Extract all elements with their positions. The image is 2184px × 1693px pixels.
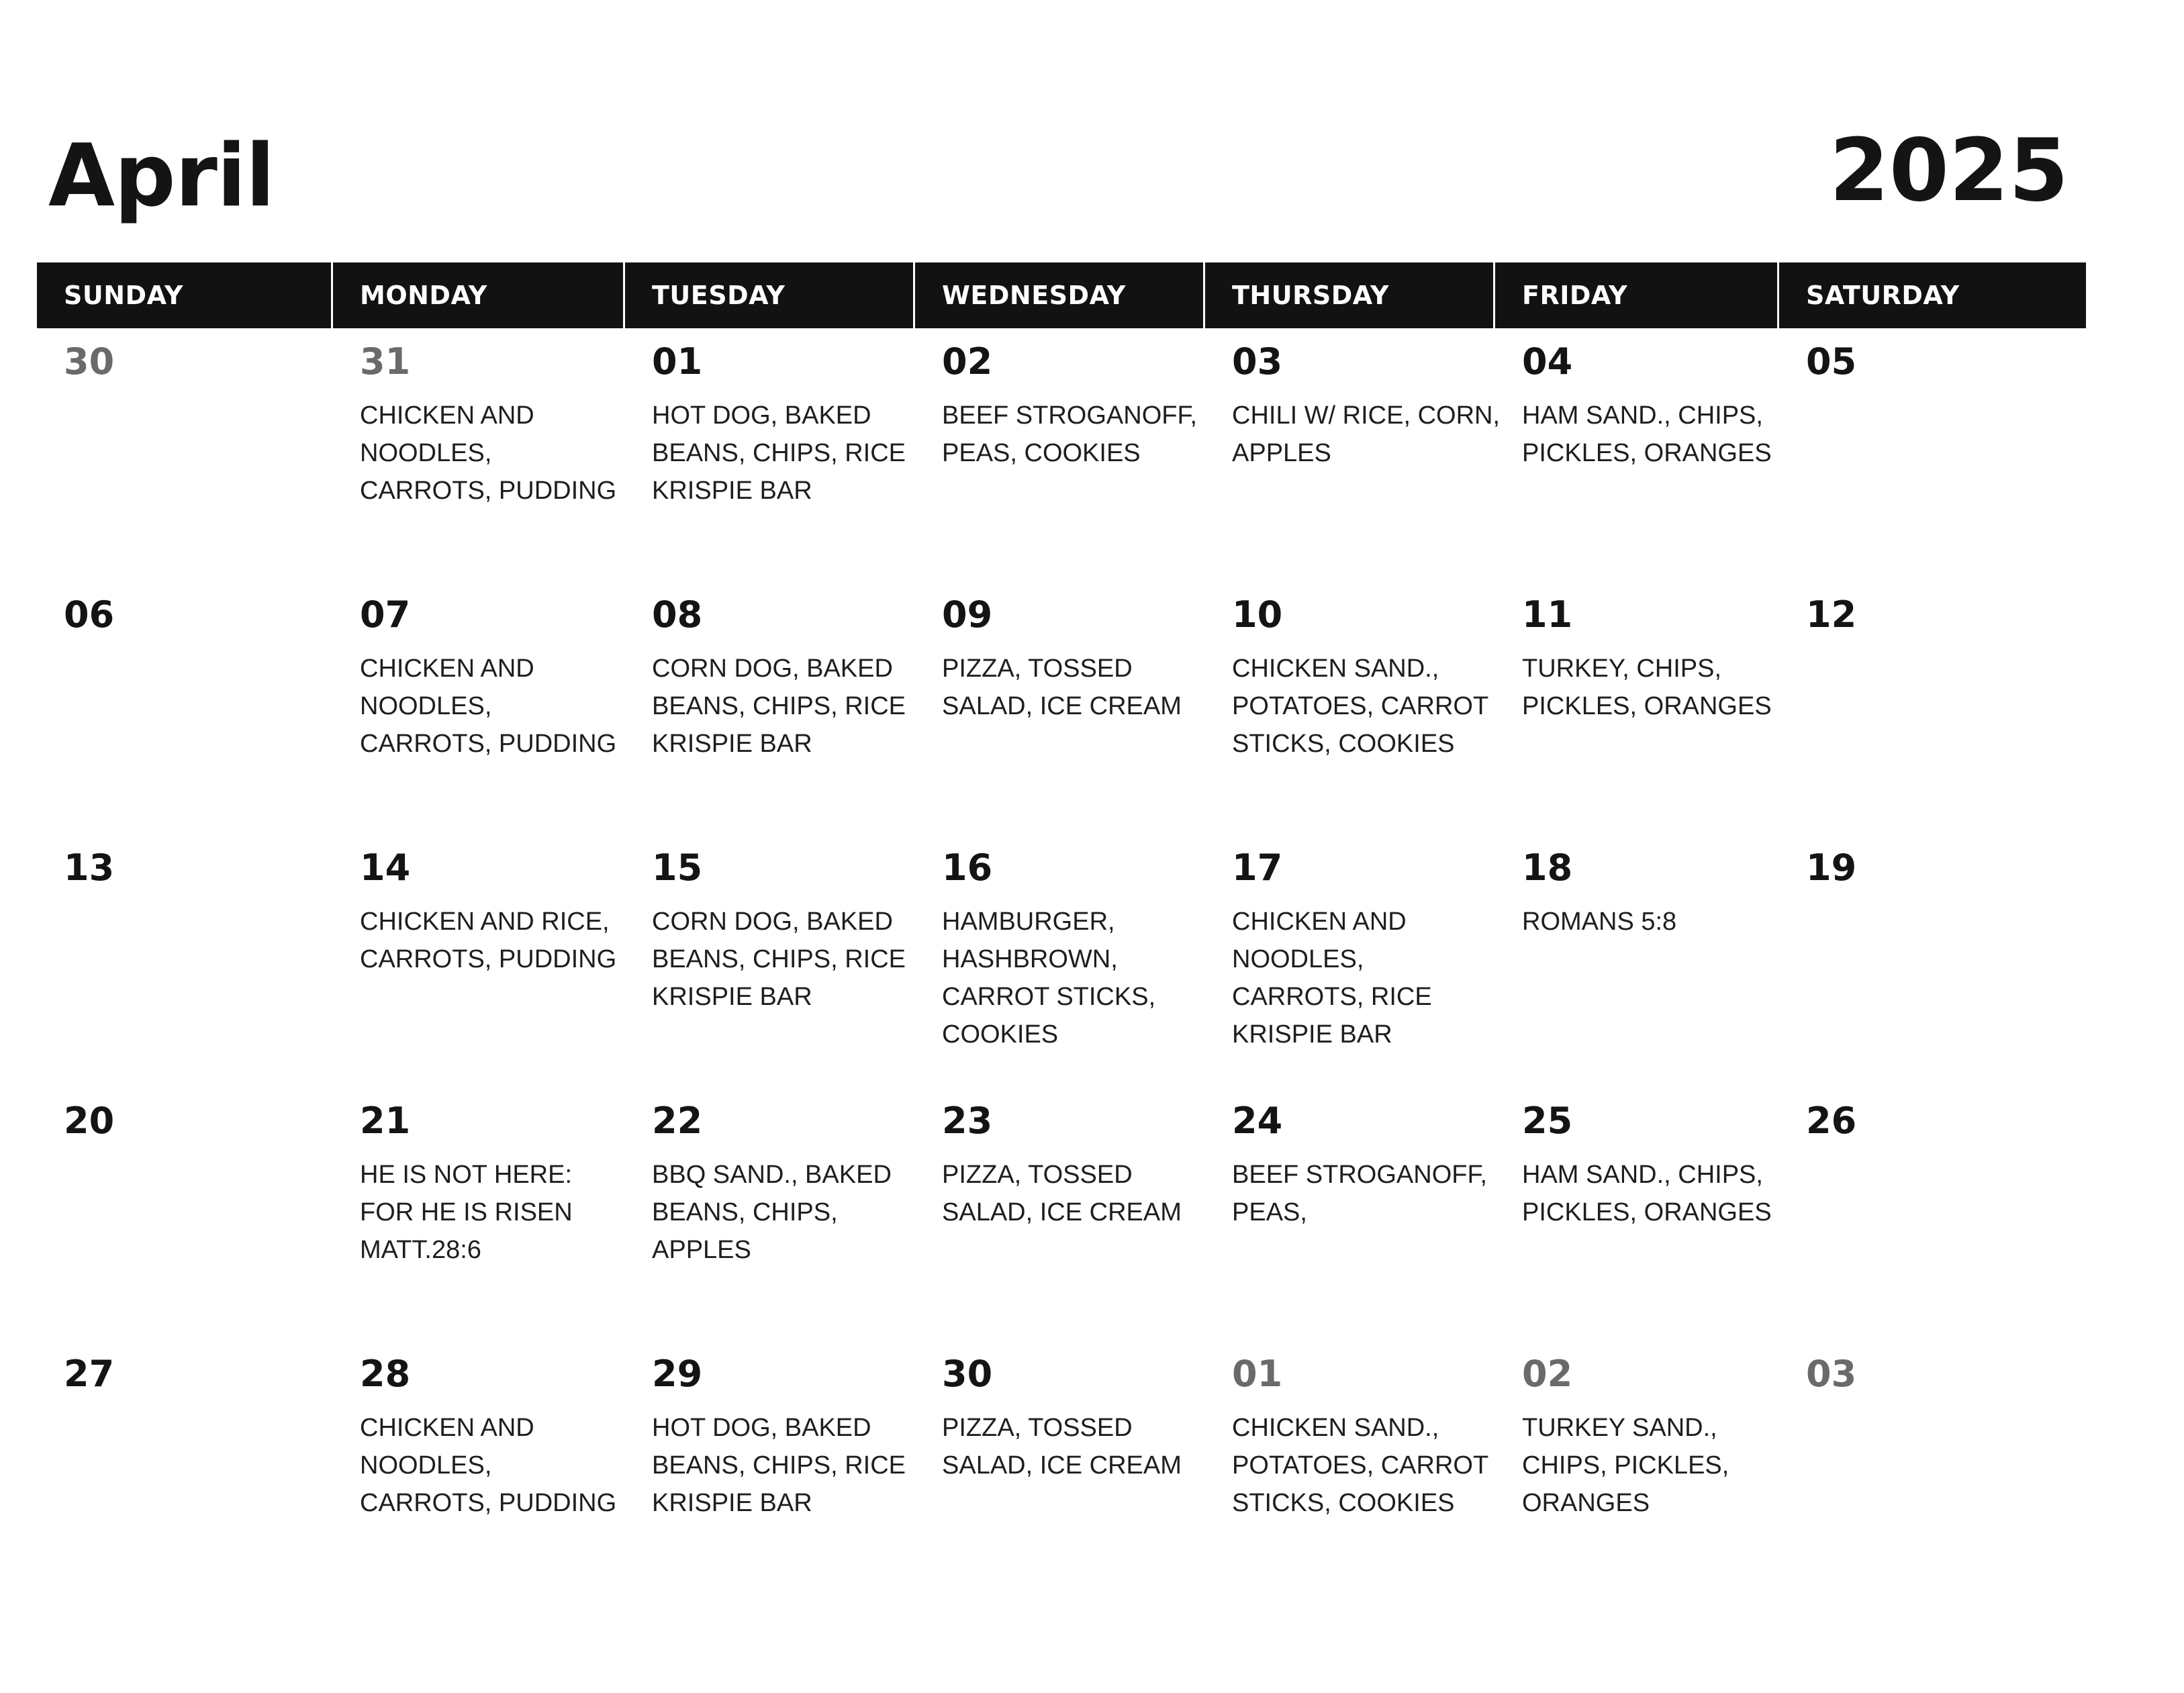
- day-cell-tuesday: [625, 581, 915, 834]
- day-number: 07: [360, 593, 411, 636]
- day-cell-thursday: [1205, 1087, 1495, 1341]
- day-cell-friday: [1495, 581, 1779, 834]
- day-number: 04: [1522, 340, 1573, 383]
- day-number: 06: [64, 593, 115, 636]
- menu-text: BEEF STROGANOFF, PEAS, COOKIES: [942, 401, 1198, 467]
- menu-text: PIZZA, TOSSED SALAD, ICE CREAM: [942, 655, 1182, 720]
- menu-text: CHICKEN SAND., POTATOES, CARROT STICKS, COOKIES: [1232, 655, 1488, 758]
- day-number: 16: [942, 846, 993, 889]
- day-number: 20: [64, 1100, 115, 1142]
- day-cell-sunday: [37, 1087, 333, 1341]
- day-cell-thursday: [1205, 1341, 1495, 1594]
- day-number: 01: [652, 340, 703, 383]
- day-cell-friday: [1495, 328, 1779, 581]
- menu-text: HAM SAND., CHIPS, PICKLES, ORANGES: [1522, 1161, 1772, 1226]
- day-cell-saturday: [1779, 328, 2086, 581]
- day-number: 18: [1522, 846, 1573, 889]
- weekday-header-tuesday: TUESDAY: [625, 262, 915, 328]
- day-number: 11: [1522, 593, 1573, 636]
- day-number: 15: [652, 846, 703, 889]
- day-number: 28: [360, 1353, 411, 1395]
- day-cell-thursday: [1205, 834, 1495, 1087]
- day-number: 02: [1522, 1353, 1573, 1395]
- day-cell-monday: [333, 1341, 625, 1594]
- day-number: 03: [1806, 1353, 1857, 1395]
- menu-text: BBQ SAND., BAKED BEANS, CHIPS, APPLES: [652, 1161, 892, 1264]
- day-cell-sunday: [37, 328, 333, 581]
- menu-text: CHICKEN AND NOODLES, CARROTS, RICE KRISPIE BAR: [1232, 908, 1432, 1049]
- day-cell-monday: [333, 834, 625, 1087]
- weekday-header-saturday: SATURDAY: [1806, 281, 1960, 310]
- menu-text: TURKEY, CHIPS, PICKLES, ORANGES: [1522, 655, 1772, 720]
- menu-text: ROMANS 5:8: [1522, 908, 1677, 936]
- menu-text: HAM SAND., CHIPS, PICKLES, ORANGES: [1522, 401, 1772, 467]
- day-number: 22: [652, 1100, 703, 1142]
- day-cell-saturday: [1779, 834, 2086, 1087]
- day-cell-monday: [333, 328, 625, 581]
- day-cell-sunday: [37, 1341, 333, 1594]
- day-cell-friday: [1495, 834, 1779, 1087]
- calendar-grid: [37, 328, 2086, 1594]
- day-cell-tuesday: [625, 328, 915, 581]
- day-cell-wednesday: [915, 1341, 1205, 1594]
- menu-text: CORN DOG, BAKED BEANS, CHIPS, RICE KRISPIE BAR: [652, 908, 906, 1011]
- menu-text: CHICKEN SAND., POTATOES, CARROT STICKS, COOKIES: [1232, 1414, 1488, 1517]
- day-number: 05: [1806, 340, 1857, 383]
- day-cell-wednesday: [915, 834, 1205, 1087]
- day-number: 10: [1232, 593, 1283, 636]
- menu-text: CORN DOG, BAKED BEANS, CHIPS, RICE KRISPIE BAR: [652, 655, 906, 758]
- day-cell-tuesday: [625, 834, 915, 1087]
- menu-text: HE IS NOT HERE: FOR HE IS RISEN MATT.28:6: [360, 1161, 573, 1264]
- menu-text: PIZZA, TOSSED SALAD, ICE CREAM: [942, 1414, 1182, 1480]
- weekday-header-bar: [37, 262, 2086, 328]
- day-cell-tuesday: [625, 1087, 915, 1341]
- day-number: 19: [1806, 846, 1857, 889]
- day-number: 30: [942, 1353, 993, 1395]
- weekday-header-wednesday: WEDNESDAY: [915, 262, 1205, 328]
- day-cell-thursday: [1205, 328, 1501, 581]
- day-number: 25: [1522, 1100, 1573, 1142]
- day-cell-saturday: [1779, 1341, 2086, 1594]
- menu-text: CHILI W/ RICE, CORN, APPLES: [1232, 401, 1501, 467]
- day-number: 27: [64, 1353, 115, 1395]
- menu-text: CHICKEN AND RICE, CARROTS, PUDDING: [360, 908, 617, 973]
- year-title: 2025: [1829, 121, 2069, 221]
- day-number: 13: [64, 846, 115, 889]
- menu-text: HOT DOG, BAKED BEANS, CHIPS, RICE KRISPIE BAR: [652, 1414, 906, 1517]
- weekday-header-thursday: THURSDAY: [1205, 262, 1495, 328]
- month-title: April: [48, 126, 275, 226]
- day-number: 29: [652, 1353, 703, 1395]
- day-number: 24: [1232, 1100, 1283, 1142]
- day-number: 26: [1806, 1100, 1857, 1142]
- menu-text: CHICKEN AND NOODLES, CARROTS, PUDDING: [360, 655, 617, 758]
- weekday-header-friday: FRIDAY: [1495, 262, 1779, 328]
- day-number: 21: [360, 1100, 411, 1142]
- day-cell-sunday: [37, 834, 333, 1087]
- weekday-header-monday: MONDAY: [333, 262, 625, 328]
- day-number: 03: [1232, 340, 1283, 383]
- day-number: 23: [942, 1100, 993, 1142]
- day-number: 31: [360, 340, 411, 383]
- day-number: 30: [64, 340, 115, 383]
- day-cell-wednesday: [915, 581, 1205, 834]
- day-cell-monday: [333, 1087, 625, 1341]
- menu-text: PIZZA, TOSSED SALAD, ICE CREAM: [942, 1161, 1182, 1226]
- weekday-header-sunday: SUNDAY: [37, 262, 333, 328]
- day-number: 02: [942, 340, 993, 383]
- menu-text: CHICKEN AND NOODLES, CARROTS, PUDDING: [360, 401, 617, 505]
- day-number: 08: [652, 593, 703, 636]
- day-cell-wednesday: [915, 328, 1205, 581]
- day-number: 17: [1232, 846, 1283, 889]
- day-cell-sunday: [37, 581, 333, 834]
- day-number: 01: [1232, 1353, 1283, 1395]
- day-number: 12: [1806, 593, 1857, 636]
- day-cell-tuesday: [625, 1341, 915, 1594]
- menu-text: HOT DOG, BAKED BEANS, CHIPS, RICE KRISPIE BAR: [652, 401, 906, 505]
- menu-text: HAMBURGER, HASHBROWN, CARROT STICKS, COOKIES: [942, 908, 1156, 1049]
- day-cell-friday: [1495, 1341, 1779, 1594]
- day-cell-friday: [1495, 1087, 1779, 1341]
- menu-text: TURKEY SAND., CHIPS, PICKLES, ORANGES: [1522, 1414, 1729, 1517]
- day-cell-thursday: [1205, 581, 1495, 834]
- menu-text: CHICKEN AND NOODLES, CARROTS, PUDDING: [360, 1414, 617, 1517]
- day-number: 09: [942, 593, 993, 636]
- day-cell-monday: [333, 581, 625, 834]
- day-cell-saturday: [1779, 1087, 2086, 1341]
- day-cell-saturday: [1779, 581, 2086, 834]
- day-cell-wednesday: [915, 1087, 1205, 1341]
- menu-text: BEEF STROGANOFF, PEAS,: [1232, 1161, 1488, 1226]
- day-number: 14: [360, 846, 411, 889]
